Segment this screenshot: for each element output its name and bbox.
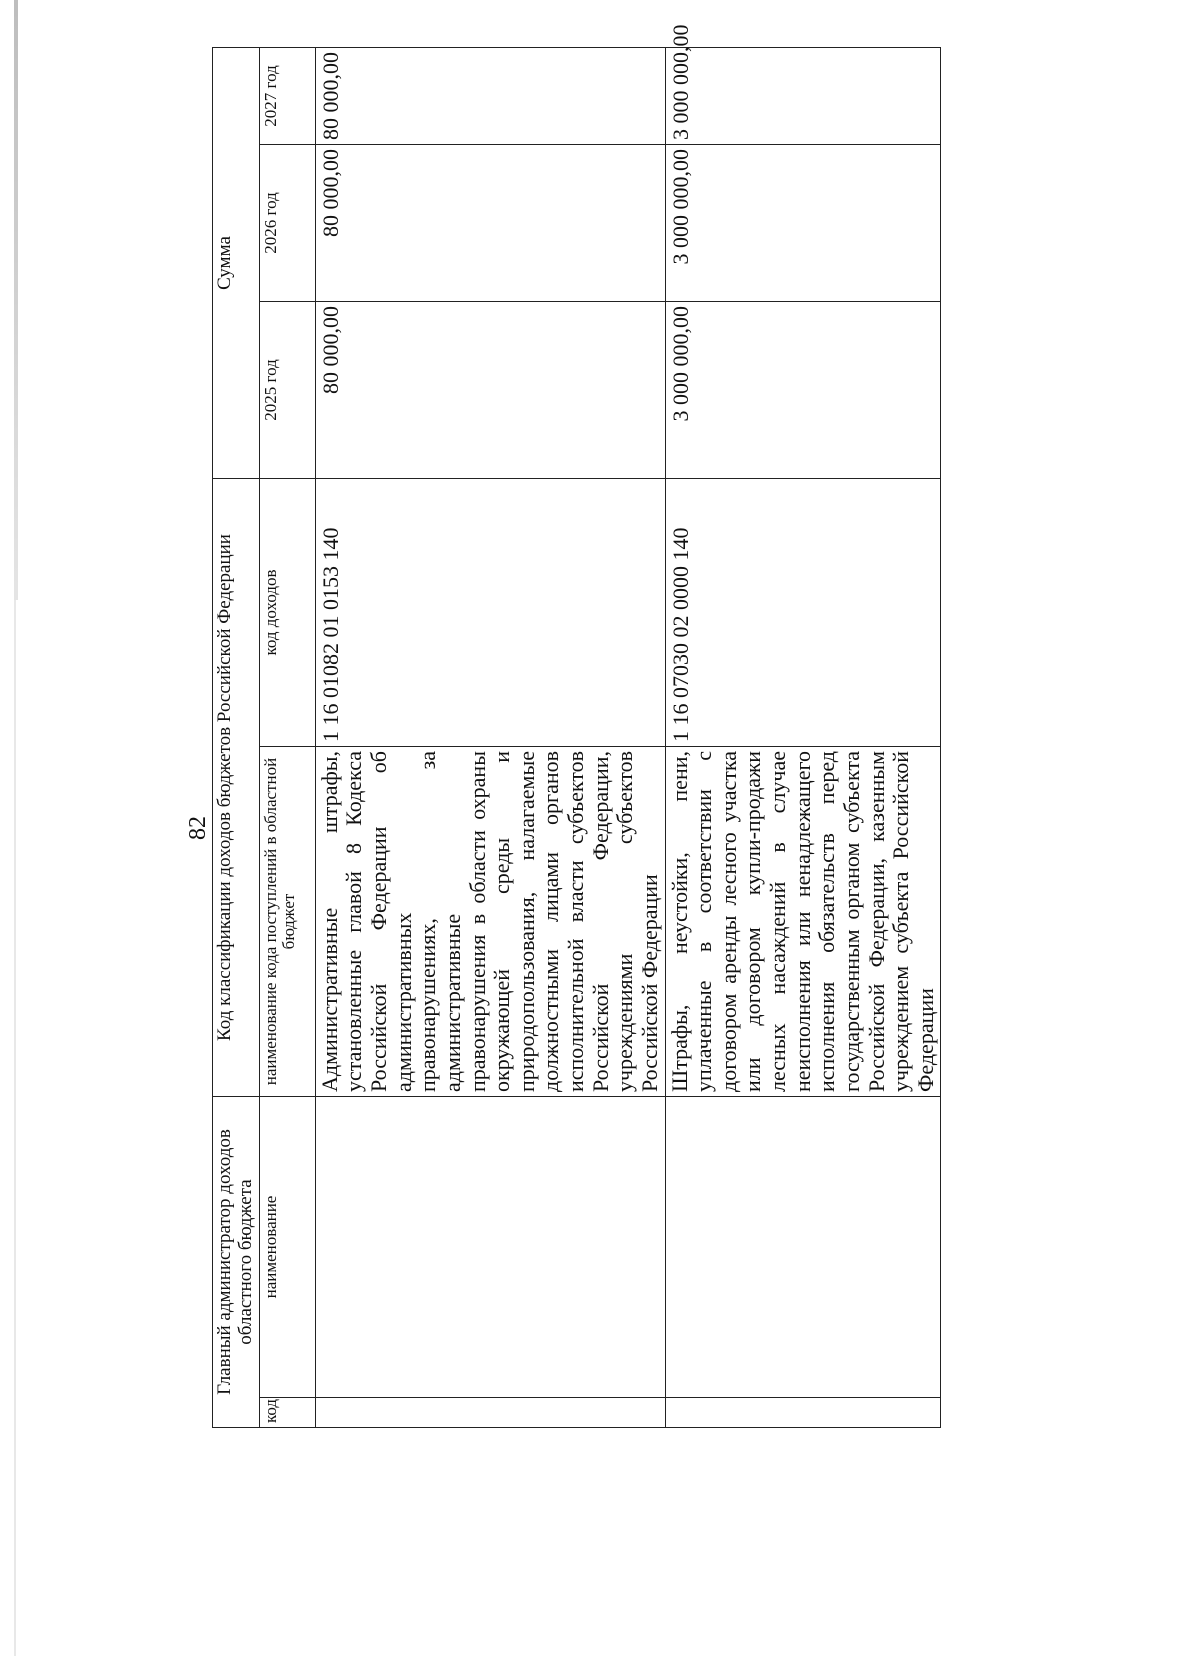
table-row	[315, 48, 665, 1428]
row-amount-2026: 80 000,00	[315, 145, 665, 302]
row-amount-2025: 3 000 000,00	[665, 302, 941, 479]
header-revenue-code: код доходов	[259, 479, 315, 747]
header-naimenovanie: наименование	[259, 1097, 315, 1398]
row-amount-2027: 80 000,00	[315, 48, 665, 145]
table-row	[665, 48, 941, 1428]
row-amount-2025: 80 000,00	[315, 302, 665, 479]
header-admin-group: Главный администратор доходов областного бюджета	[213, 1097, 260, 1428]
header-row-2	[259, 48, 315, 1428]
row-revenue-name: Административные штрафы, установленные главой 8 Кодекса Российской Федерации об административных правонарушениях, за административные правонарушения в области охраны окружающей среды и природопользования, налагаемые должностными лицами органов исполнительной власти субъектов Российской Федерации, учреждениями субъектов Российской Федерации	[315, 747, 665, 1097]
row-amount-2026: 3 000 000,00	[665, 145, 941, 302]
page-number: 82	[185, 816, 211, 840]
row-amount-2027: 3 000 000,00	[665, 48, 941, 145]
row-kod	[315, 1398, 665, 1428]
row-naimenovanie	[665, 1097, 941, 1398]
revenue-table	[212, 24, 941, 1428]
header-revenue-name: наименование кода поступлений в областной бюджет	[259, 747, 315, 1097]
header-sum-group: Сумма	[213, 48, 260, 479]
row-kod	[665, 1398, 941, 1428]
row-revenue-name: Штрафы, неустойки, пени, уплаченные в соответствии с договором аренды лесного участка или договором купли-продажи лесных насаждений в случае неисполнения или ненадлежащего исполнения обязательств перед государственным органом субъекта Российской Федерации, казенным учреждением субъекта Российской Федерации	[665, 747, 941, 1097]
row-revenue-code: 1 16 07030 02 0000 140	[665, 479, 941, 747]
header-row-1	[213, 48, 260, 1428]
header-classification-group: Код классификации доходов бюджетов Российской Федерации	[213, 479, 260, 1097]
header-year-2025: 2025 год	[259, 302, 315, 479]
row-naimenovanie	[315, 1097, 665, 1398]
header-year-2027: 2027 год	[259, 48, 315, 145]
header-kod: код	[259, 1398, 315, 1428]
header-year-2026: 2026 год	[259, 145, 315, 302]
row-revenue-code: 1 16 01082 01 0153 140	[315, 479, 665, 747]
